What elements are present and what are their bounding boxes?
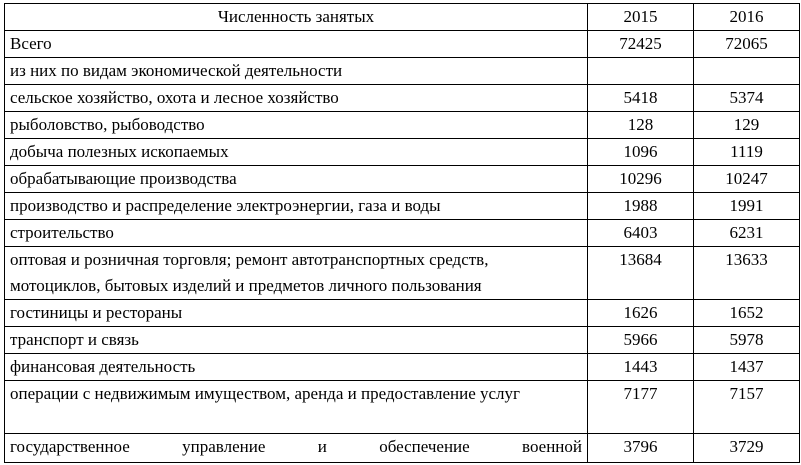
total-2016: 72065 (694, 31, 800, 58)
employment-table (4, 3, 800, 463)
subheading-empty-2015 (588, 58, 694, 85)
row-label: добыча полезных ископаемых (5, 139, 588, 166)
row-value-2016: 5374 (694, 85, 800, 112)
table-row (5, 434, 800, 463)
row-label: финансовая деятельность (5, 354, 588, 381)
subheading-empty-2016 (694, 58, 800, 85)
row-value-2016: 1652 (694, 300, 800, 327)
row-value-2015: 5418 (588, 85, 694, 112)
table-row (5, 300, 800, 327)
subheading-row (5, 58, 800, 85)
row-value-2015: 7177 (588, 381, 694, 434)
row-value-2016: 3729 (694, 434, 800, 463)
row-value-2015: 13684 (588, 247, 694, 300)
row-label: гостиницы и рестораны (5, 300, 588, 327)
row-label: оптовая и розничная торговля; ремонт автотранспортных средств, мотоциклов, бытовых изделий и предметов личного пользования (5, 247, 588, 300)
table-row (5, 354, 800, 381)
row-value-2015: 1096 (588, 139, 694, 166)
row-value-2016: 1119 (694, 139, 800, 166)
row-value-2016: 1991 (694, 193, 800, 220)
row-value-2016: 13633 (694, 247, 800, 300)
total-row (5, 31, 800, 58)
row-value-2015: 128 (588, 112, 694, 139)
row-label: транспорт и связь (5, 327, 588, 354)
row-value-2016: 10247 (694, 166, 800, 193)
header-name-cell: Численность занятых (5, 4, 588, 31)
row-value-2016: 6231 (694, 220, 800, 247)
row-value-2015: 1988 (588, 193, 694, 220)
table-row (5, 381, 800, 434)
header-row (5, 4, 800, 31)
table-row (5, 112, 800, 139)
table-row (5, 139, 800, 166)
table-row (5, 193, 800, 220)
row-value-2015: 1443 (588, 354, 694, 381)
row-label: производство и распределение электроэнергии, газа и воды (5, 193, 588, 220)
row-label: сельское хозяйство, охота и лесное хозяйство (5, 85, 588, 112)
row-value-2015: 1626 (588, 300, 694, 327)
table-row (5, 247, 800, 300)
table-row (5, 327, 800, 354)
row-label: строительство (5, 220, 588, 247)
total-label: Всего (5, 31, 588, 58)
header-year-2015: 2015 (588, 4, 694, 31)
row-value-2015: 5966 (588, 327, 694, 354)
row-value-2015: 6403 (588, 220, 694, 247)
subheading-label: из них по видам экономической деятельности (5, 58, 588, 85)
row-value-2015: 3796 (588, 434, 694, 463)
total-2015: 72425 (588, 31, 694, 58)
table-row (5, 85, 800, 112)
row-label: рыболовство, рыбоводство (5, 112, 588, 139)
row-label: обрабатывающие производства (5, 166, 588, 193)
row-value-2016: 129 (694, 112, 800, 139)
row-label: операции с недвижимым имуществом, аренда и предоставление услуг (5, 381, 588, 434)
table-row (5, 166, 800, 193)
header-year-2016: 2016 (694, 4, 800, 31)
row-value-2016: 5978 (694, 327, 800, 354)
row-value-2015: 10296 (588, 166, 694, 193)
row-value-2016: 7157 (694, 381, 800, 434)
row-value-2016: 1437 (694, 354, 800, 381)
table-row (5, 220, 800, 247)
row-label: государственное управление и обеспечение военной (5, 434, 588, 463)
